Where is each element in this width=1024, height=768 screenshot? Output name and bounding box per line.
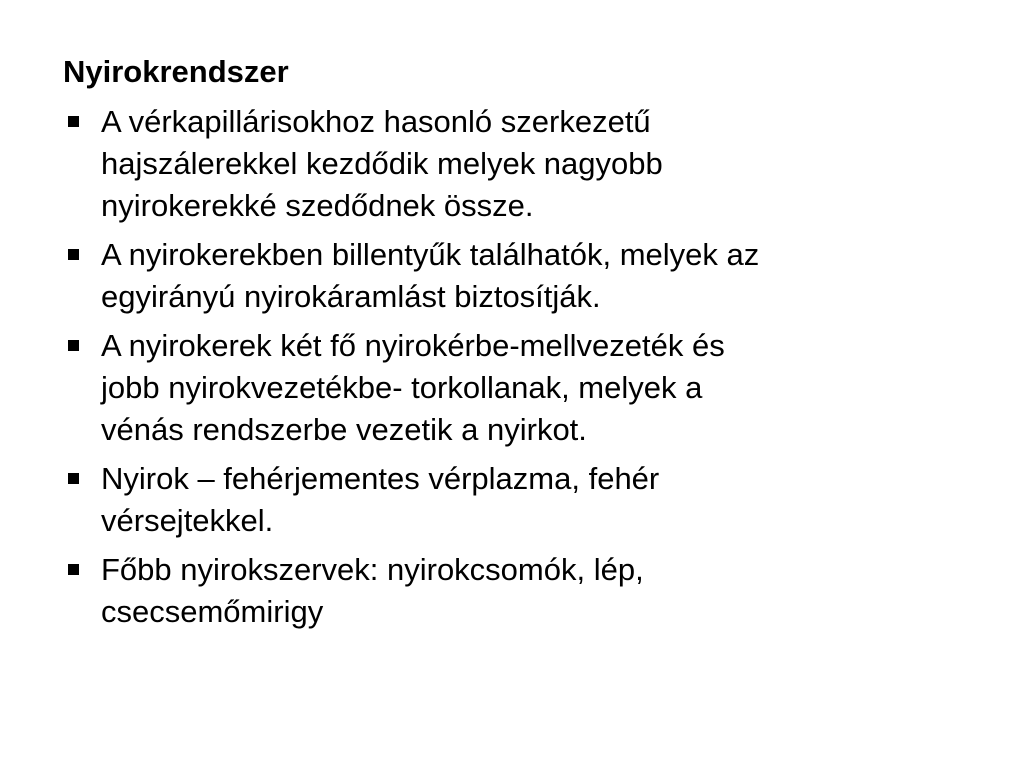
square-bullet-icon [68,340,79,351]
bullet-item [60,458,960,542]
bullet-line: A nyirokerekben billentyűk találhatók, melyek az [101,237,760,272]
bullet-line: A nyirokerek két fő nyirokérbe-mellvezeték és [101,328,725,363]
bullet-line: nyirokerekké szedődnek össze. [101,188,534,223]
bullet-list [60,101,960,640]
square-bullet-icon [68,116,79,127]
square-bullet-icon [68,564,79,575]
bullet-line: hajszálerekkel kezdődik melyek nagyobb [101,146,663,181]
bullet-line: Főbb nyirokszervek: nyirokcsomók, lép, [101,552,644,587]
bullet-line: csecsemőmirigy [101,594,324,629]
bullet-line: A vérkapillárisokhoz hasonló szerkezetű [101,104,651,139]
bullet-item [60,234,960,318]
square-bullet-icon [68,473,79,484]
bullet-line: vérsejtekkel. [101,503,274,538]
bullet-line: vénás rendszerbe vezetik a nyirkot. [101,412,587,447]
bullet-item [60,101,960,227]
bullet-line: Nyirok – fehérjementes vérplazma, fehér [101,461,660,496]
bullet-item [60,549,960,633]
square-bullet-icon [68,249,79,260]
slide-title: Nyirokrendszer [63,54,289,89]
bullet-line: jobb nyirokvezetékbe- torkollanak, melyek a [101,370,703,405]
bullet-line: egyirányú nyirokáramlást biztosítják. [101,279,601,314]
bullet-item [60,325,960,451]
